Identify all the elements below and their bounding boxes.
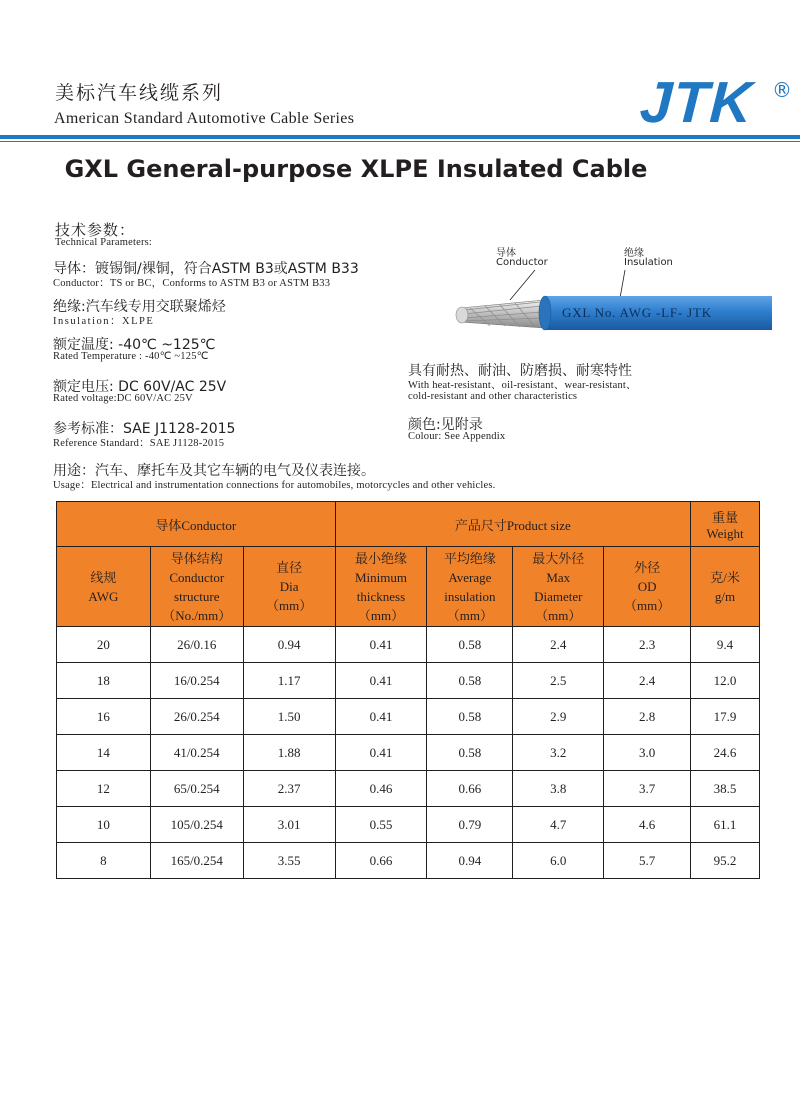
column-header	[243, 547, 335, 627]
column-header-cn: 导体结构	[170, 550, 223, 566]
table-cell: 2.4	[513, 627, 604, 663]
usage-cn: 用途：汽车、摩托车及其它车辆的电气及仪表连接。	[53, 463, 375, 479]
properties-cn: 具有耐热、耐油、防磨损、耐寒特性	[408, 363, 632, 379]
column-header	[427, 547, 513, 627]
table-column-header-row	[57, 547, 760, 627]
temperature-cn: 额定温度: -40℃ ~125℃	[53, 337, 216, 353]
table-cell: 3.2	[513, 735, 604, 771]
table-row	[57, 807, 760, 843]
table-cell: 2.37	[243, 771, 335, 807]
column-header-cn: 平均绝缘	[443, 550, 496, 566]
registered-mark: ®	[772, 78, 792, 102]
colour-en: Colour: See Appendix	[408, 431, 506, 442]
table-cell: 17.9	[691, 699, 760, 735]
column-header-en: （mm）	[266, 598, 313, 613]
column-header	[513, 547, 604, 627]
diagram-conductor-label-en: Conductor	[496, 257, 548, 268]
column-header-cn: 最大外径	[532, 550, 585, 566]
column-header-cn: 直径	[276, 560, 303, 575]
standard-cn: 参考标准：SAE J1128-2015	[53, 421, 236, 437]
column-header-en: AWG	[88, 588, 119, 604]
table-cell: 0.94	[427, 843, 513, 879]
table-cell: 20	[57, 627, 151, 663]
table-cell: 0.41	[335, 627, 427, 663]
insulation-cn: 绝缘:汽车线专用交联聚烯烃	[53, 299, 226, 315]
table-cell: 0.94	[243, 627, 335, 663]
table-cell: 0.79	[427, 807, 513, 843]
column-header	[150, 547, 243, 627]
table-cell: 26/0.254	[150, 699, 243, 735]
table-cell: 4.6	[604, 807, 691, 843]
table-cell: 41/0.254	[150, 735, 243, 771]
properties-en-line2: cold-resistant and other characteristics	[408, 391, 578, 402]
table-cell: 2.8	[604, 699, 691, 735]
group-weight-en: Weight	[706, 525, 744, 541]
table-cell: 0.41	[335, 699, 427, 735]
table-cell: 3.8	[513, 771, 604, 807]
insulation-en: Insulation：XLPE	[53, 316, 155, 327]
column-header-en: Average	[448, 569, 492, 585]
table-row	[57, 843, 760, 879]
diagram-insulation-label-cn: 绝缘	[624, 248, 644, 259]
conductor-en: Conductor：TS or BC，Conforms to ASTM B3 or ASTM B33	[53, 278, 331, 289]
column-header-en: （mm）	[357, 607, 405, 623]
table-cell: 0.41	[335, 735, 427, 771]
table-cell: 0.66	[335, 843, 427, 879]
cable-illustration	[450, 240, 780, 340]
table-cell: 3.55	[243, 843, 335, 879]
column-header-cn: 线规	[90, 569, 117, 585]
table-cell: 0.58	[427, 663, 513, 699]
conductor-cn: 导体：镀锡铜/裸铜，符合ASTM B3或ASTM B33	[53, 261, 359, 277]
column-header	[57, 547, 151, 627]
table-cell: 4.7	[513, 807, 604, 843]
column-header-en: （mm）	[446, 607, 493, 623]
table-cell: 2.5	[513, 663, 604, 699]
column-header-en: thickness	[356, 588, 406, 604]
group-weight-cn: 重量	[712, 509, 739, 525]
column-header-en: Minimum	[354, 569, 407, 585]
table-cell: 16/0.254	[150, 663, 243, 699]
table-cell: 0.55	[335, 807, 427, 843]
column-header-en: Dia	[279, 579, 299, 594]
group-product-size: 产品尺寸Product size	[335, 502, 690, 547]
table-cell: 0.58	[427, 699, 513, 735]
table-cell: 3.7	[604, 771, 691, 807]
table-cell: 165/0.254	[150, 843, 243, 879]
table-cell: 2.9	[513, 699, 604, 735]
params-heading-cn: 技术参数：	[55, 221, 136, 239]
table-row	[57, 627, 760, 663]
table-group-header-row	[57, 502, 760, 547]
table-cell: 16	[57, 699, 151, 735]
table-cell: 0.41	[335, 663, 427, 699]
standard-en: Reference Standard：SAE J1128-2015	[53, 438, 225, 449]
column-header-en: （mm）	[535, 607, 582, 623]
column-header	[604, 547, 691, 627]
table-row	[57, 735, 760, 771]
table-cell: 1.88	[243, 735, 335, 771]
table-cell: 12	[57, 771, 151, 807]
table-cell: 14	[57, 735, 151, 771]
table-row	[57, 699, 760, 735]
table-cell: 1.17	[243, 663, 335, 699]
header-divider-thin	[0, 141, 800, 142]
group-weight	[691, 502, 760, 547]
properties-en-line1: With heat-resistant、oil-resistant、wear-resistant、	[408, 380, 637, 391]
series-title-cn: 美标汽车线缆系列	[55, 82, 224, 104]
diagram-insulation-label-en: Insulation	[624, 257, 673, 268]
column-header-en: Conductor	[169, 569, 225, 585]
column-header-en: （No./mm）	[162, 607, 232, 623]
table-cell: 38.5	[691, 771, 760, 807]
table-cell: 24.6	[691, 735, 760, 771]
table-cell: 1.50	[243, 699, 335, 735]
table-cell: 65/0.254	[150, 771, 243, 807]
voltage-en: Rated voltage:DC 60V/AC 25V	[53, 393, 193, 404]
spec-table	[56, 501, 760, 879]
column-header-en: Diameter	[534, 588, 583, 604]
table-cell: 6.0	[513, 843, 604, 879]
table-cell: 0.58	[427, 735, 513, 771]
table-cell: 2.3	[604, 627, 691, 663]
table-cell: 105/0.254	[150, 807, 243, 843]
column-header-en: g/m	[714, 588, 736, 604]
column-header-cn: 外径	[634, 560, 661, 575]
column-header	[691, 547, 760, 627]
table-cell: 0.46	[335, 771, 427, 807]
usage-en: Usage：Electrical and instrumentation connections for automobiles, motorcycles and other vehicles.	[53, 480, 496, 491]
column-header-en: （mm）	[624, 598, 671, 613]
colour-cn: 颜色:见附录	[408, 417, 483, 433]
diagram-conductor-label-cn: 导体	[496, 248, 516, 259]
table-cell: 3.01	[243, 807, 335, 843]
table-cell: 3.0	[604, 735, 691, 771]
voltage-cn: 额定电压: DC 60V/AC 25V	[53, 379, 227, 395]
jtk-logo: JTK	[638, 70, 755, 135]
column-header-en: OD	[637, 579, 657, 594]
temperature-en: Rated Temperature : -40℃ ~125℃	[53, 351, 209, 362]
column-header-en: Max	[546, 569, 571, 585]
series-title-en: American Standard Automotive Cable Series	[54, 110, 355, 127]
table-cell: 5.7	[604, 843, 691, 879]
column-header-en: structure	[174, 588, 220, 604]
table-cell: 18	[57, 663, 151, 699]
table-row	[57, 771, 760, 807]
table-cell: 10	[57, 807, 151, 843]
table-cell: 26/0.16	[150, 627, 243, 663]
column-header	[335, 547, 427, 627]
table-cell: 61.1	[691, 807, 760, 843]
table-cell: 0.66	[427, 771, 513, 807]
header-divider-thick	[0, 135, 800, 139]
table-cell: 9.4	[691, 627, 760, 663]
group-conductor: 导体Conductor	[57, 502, 336, 547]
cable-print-text: GXL No. AWG -LF- JTK	[562, 305, 712, 320]
table-cell: 8	[57, 843, 151, 879]
table-cell: 2.4	[604, 663, 691, 699]
column-header-en: insulation	[444, 588, 496, 604]
table-row	[57, 663, 760, 699]
params-heading-en: Technical Parameters:	[55, 237, 153, 248]
table-cell: 95.2	[691, 843, 760, 879]
table-cell: 12.0	[691, 663, 760, 699]
column-header-cn: 最小绝缘	[354, 550, 407, 566]
page-title: GXL General-purpose XLPE Insulated Cable	[64, 155, 648, 183]
column-header-cn: 克/米	[710, 569, 740, 585]
table-cell: 0.58	[427, 627, 513, 663]
